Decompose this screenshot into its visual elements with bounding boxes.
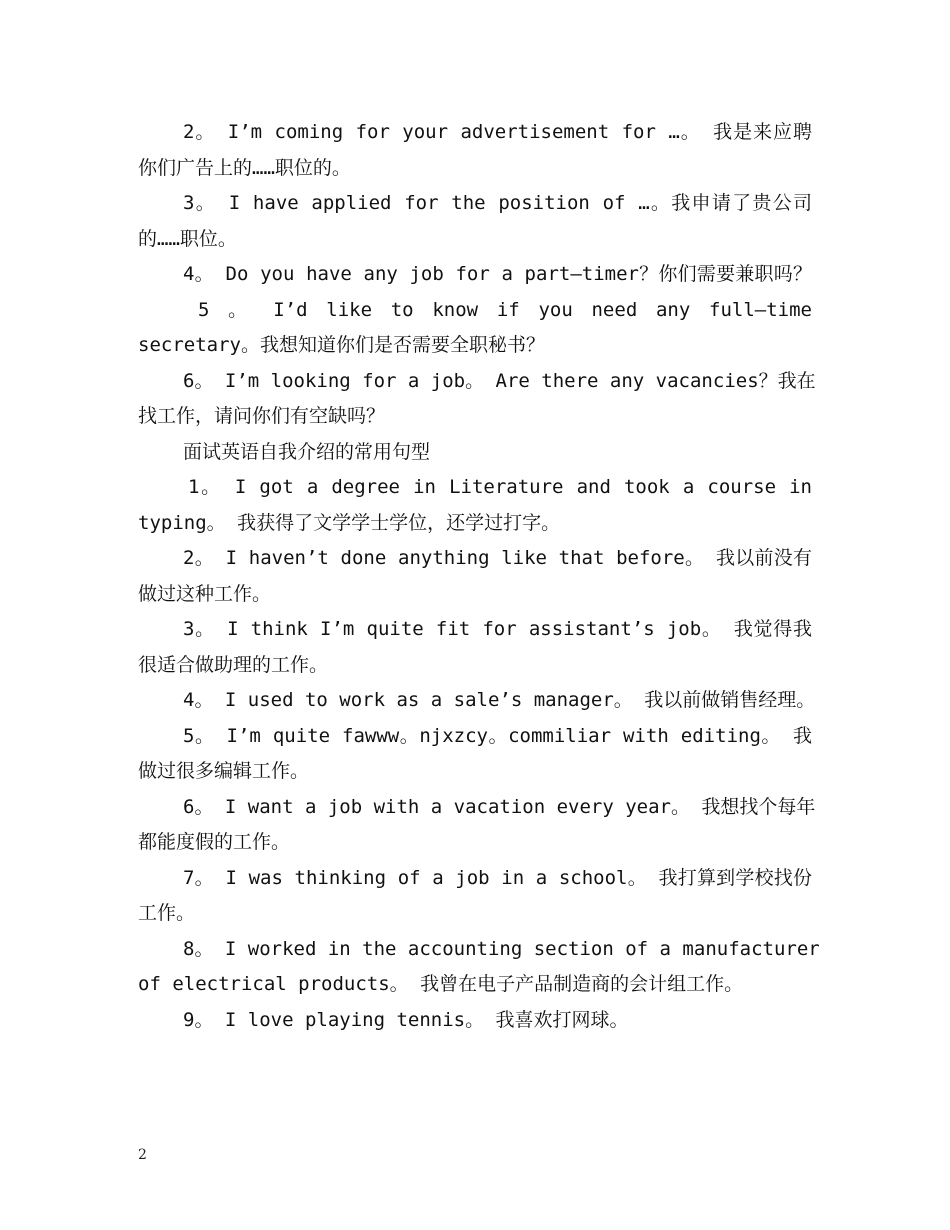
page-number: 2	[138, 1147, 147, 1163]
text-line: 1。 I got a degree in Literature and took a course in	[188, 476, 812, 498]
text-line: 6。 I want a job with a vacation every year。 我想找个每年	[183, 796, 816, 818]
text-line: typing。 我获得了文学学士学位，还学过打字。	[138, 512, 561, 534]
text-line: 2。 I’m coming for your advertisement for …。 我是来应聘	[183, 121, 812, 143]
text-line: 做过这种工作。	[138, 583, 272, 605]
text-line: secretary。我想知道你们是否需要全职秘书？	[138, 334, 545, 356]
text-line: 你们广告上的……职位的。	[138, 157, 351, 179]
text-line: 3。 I think I’m quite fit for assistant’s job。 我觉得我	[183, 618, 812, 640]
text-line: 找工作，请问你们有空缺吗？	[138, 405, 386, 427]
text-line: 很适合做助理的工作。	[138, 654, 329, 676]
text-line: 4。 I used to work as a sale’s manager。 我以前做销售经理。	[183, 689, 816, 711]
text-line: 7。 I was thinking of a job in a school。 我打算到学校找份	[183, 867, 812, 889]
text-line: 4。 Do you have any job for a part—timer？你们需要兼职吗？	[183, 263, 812, 285]
text-line: 5 。 I’d like to know if you need any full—time	[198, 299, 812, 321]
text-line: 的……职位。	[138, 228, 237, 250]
text-line: 5。 I’m quite fawww。njxzcy。commiliar with editing。 我	[183, 725, 812, 747]
text-line: of electrical products。 我曾在电子产品制造商的会计组工作。	[138, 973, 744, 995]
text-line: 6。 I’m looking for a job。 Are there any vacancies？我在	[183, 370, 816, 392]
text-line: 做过很多编辑工作。	[138, 760, 310, 782]
text-line: 2。 I haven’t done anything like that before。 我以前没有	[183, 547, 812, 569]
text-line: 8。 I worked in the accounting section of a manufacturer	[183, 938, 820, 960]
text-line: 都能度假的工作。	[138, 831, 291, 853]
text-line: 工作。	[138, 902, 196, 924]
section-heading: 面试英语自我介绍的常用句型	[183, 441, 431, 463]
text-line: 3。 I have applied for the position of …。我申请了贵公司	[183, 192, 812, 214]
text-line: 9。 I love playing tennis。 我喜欢打网球。	[183, 1009, 629, 1031]
